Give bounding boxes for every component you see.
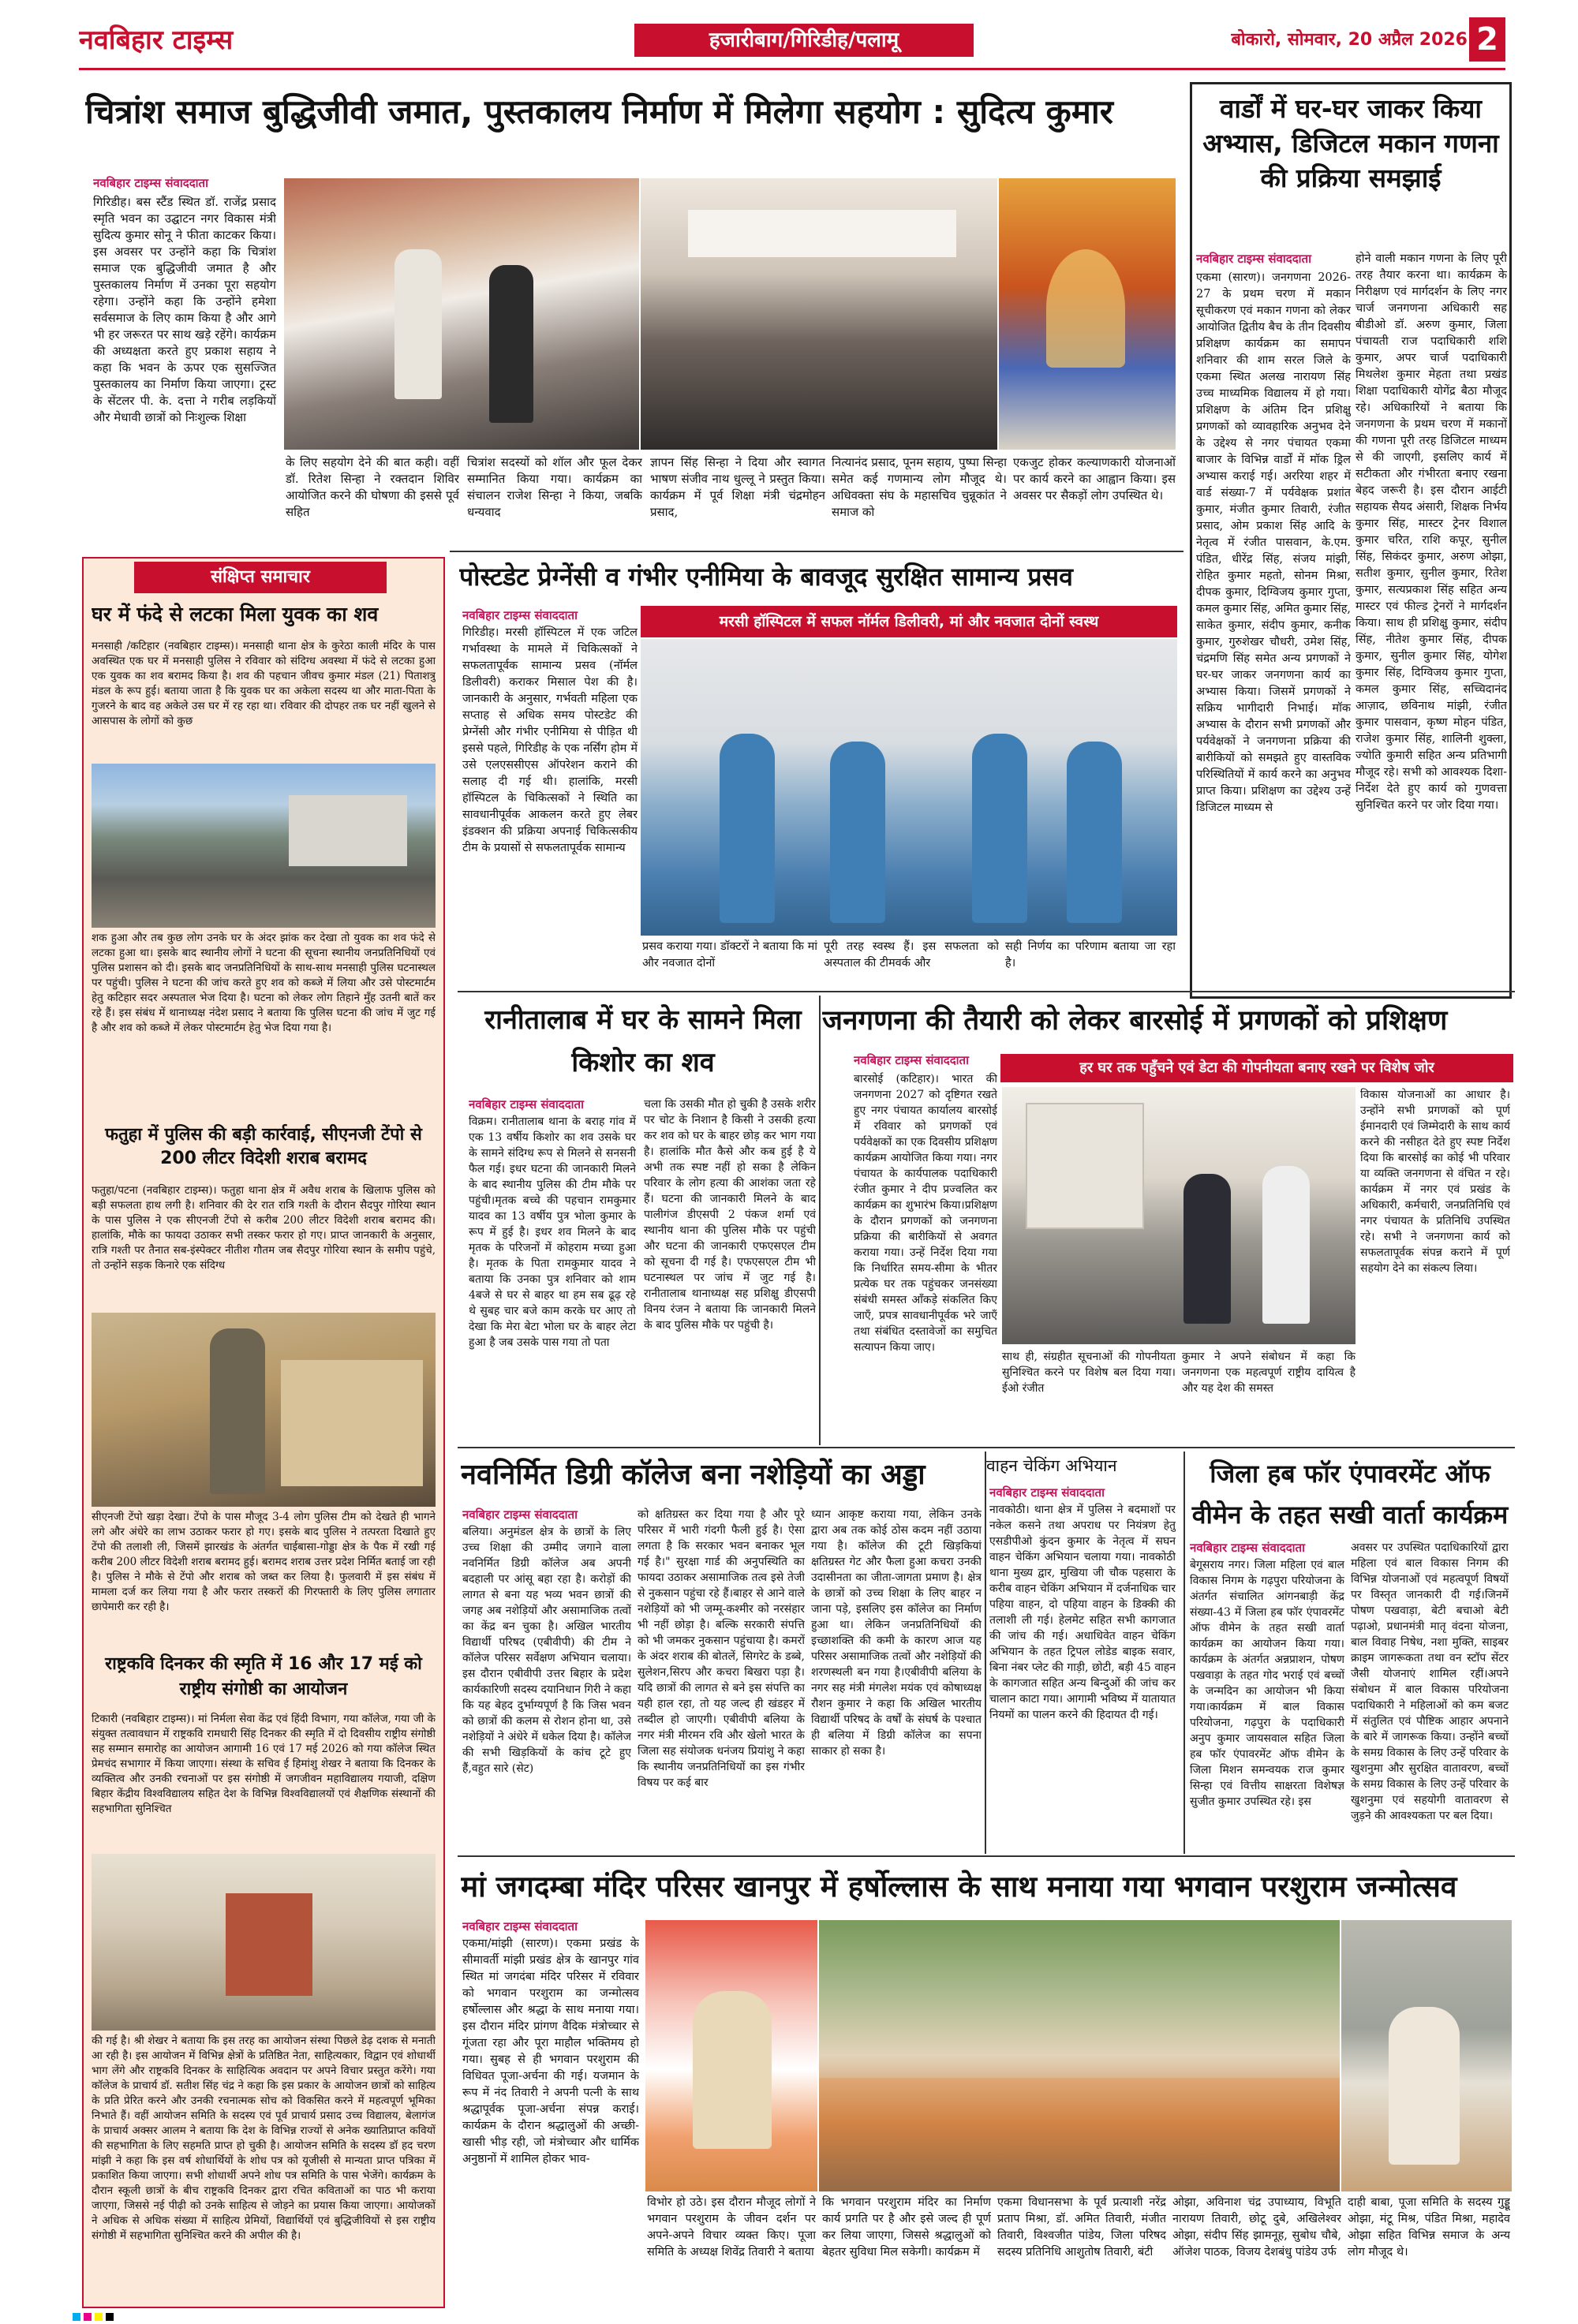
teen-body-col2: चला कि उसकी मौत हो चुकी है उसके शरीर पर चोट के निशान है किसी ने उसकी हत्या कर शव को घर के बाहर छोड़ कर भाग गया है। हालांकि मौत कैसे और कब हुई है ये अभी तक स्पष्ट नहीं हो सका है लेकिन परिवार के लोग हत्या की आशंका जता रहे हैं। घटना की जानकारी मिलने के बाद पालीगंज डीएसपी 2 पंकज शर्मा एवं स्थानीय थाना की पुलिस मौके पर पहुंची और घटना की जानकारी एफएसएल टीम को सूचना दी गई है। एफएसएल टीम भी घटनास्थल पर जांच में जुट गई है। रानीतालाब थानाध्यक्ष सह प्रशिक्षु डीएसपी विनय रंजन ने बताया कि जानकारी मिलने के बाद पुलिस मौके पर पहुंची है। — [644, 1098, 816, 1332]
college-byline: नवबिहार टाइम्स संवाददाता — [462, 1508, 578, 1522]
separator-chitransh-bottom — [450, 551, 1184, 552]
brief-liquor-body1: फतुहा/पटना (नवबिहार टाइम्स)। फतुहा थाना क्षेत्र में अवैध शराब के खिलाफ पुलिस को बड़ी सफलता हाथ लगी है। शनिवार की देर रात रात्रि गश्ती के दौरान सैदपुर गोरिया स्थान के पास पुलिस ने एक सीएनजी टेंपो से करीब 200 लीटर विदेशी शराब बरामद की। हालांकि, मौके का फायदा उठाकर सभी तस्कर फरार हो गए। प्राप्त जानकारी के अनुसार, रात्रि गश्ती पर तैनात सब-इंस्पेक्टर नीतीश गौतम जब सैदपुर गोरिया स्थान के समीप पहुंचे, तो उन्होंने सड़क किनारे एक संदिग्ध — [92, 1184, 436, 1272]
parshuram-body-col5: ओझा, अविनाश चंद्र उपाध्याय, विभूति नारायण तिवारी, छोटू दुबे, अखिलेश्वर ओझा, संदीप सिंह झामनूह, सुबोध चौबे, ऑजेश पाठक, विजय देशबंधु पांडेय उर्फ — [1172, 2196, 1341, 2259]
separator-college-bottom — [458, 1855, 1515, 1857]
parshuram-body-col6: दाही बाबा, पूजा समिति के सदस्य गुड्डू ओझा, मंटू मिश्र, पंडित मिश्रा, महादेव ओझा सहित विभिन्न समाज के अन्य लोग मौजूद थे। — [1348, 2196, 1510, 2259]
brief-dinkar-headline: राष्ट्रकवि दिनकर की स्मृति में 16 और 17 मई को राष्ट्रीय संगोष्ठी का आयोजन — [105, 1654, 422, 1699]
chitransh-body-col6: एकजुट होकर कल्याणकारी योजनाओं पर कार्य करने का आह्वान किया। इस अवसर पर सैकड़ों लोग उपस्थित थे। — [1013, 455, 1176, 503]
parshuram-body-col1: एकमा/मांझी (सारण)। एकमा प्रखंड के सीमावर्ती मांझी प्रखंड क्षेत्र के खानपुर गांव स्थित मां जगदंबा मंदिर परिसर में रविवार को भगवान परशुराम का जन्मोत्सव हर्षोल्लास और श्रद्धा के साथ मनाया गया। इस दौरान मंदिर प्रांगण वैदिक मंत्रोच्चार से गूंजता रहा और पूरा माहौल भक्तिमय हो गया। सुबह से ही भगवान परशुराम की विधिवत पूजा-अर्चना की गई। यजमान के रूप में नंद तिवारी ने अपनी पत्नी के साथ श्रद्धापूर्वक पूजा-अर्चना संपन्न कराई। कार्यक्रम के दौरान श्रद्धालुओं की अच्छी-खासी भीड़ रही, जो मंत्रोच्चार और धार्मिक अनुष्ठानों में शामिल होकर भाव- — [462, 1937, 639, 2165]
teen-byline: नवबिहार टाइम्स संवाददाता — [469, 1097, 584, 1112]
chitransh-body-col1: गिरिडीह। बस स्टैंड स्थित डॉ. राजेंद्र प्रसाद स्मृति भवन का उद्घाटन नगर विकास मंत्री सुदित्य कुमार सोनू ने फीता काटकर किया। इस अवसर पर उन्होंने कहा कि चित्रांश समाज एक बुद्धिजीवी जमात है और पुस्तकालय निर्माण में उनका पूरा सहयोग रहेगा। उन्होंने कहा कि उन्होंने हमेशा सर्वसमाज के लिए काम किया है और आगे भी हर जरूरत पर साथ खड़े रहेंगे। कार्यक्रम की अध्यक्षता करते हुए प्रकाश सहाय ने कहा कि भवन के ऊपर एक सुसज्जित पुस्तकालय का निर्माण किया जाएगा। ट्रस्ट के सेंटलर पी. के. दत्ता ने गरीब लड़कियों और मेधावी छात्रों को निःशुल्क शिक्षा — [93, 195, 276, 424]
parshuram-photo-idol — [645, 1920, 817, 2191]
delivery-body-col2: प्रसव कराया गया। डॉक्टरों ने बताया कि मां और नवजात दोनों — [642, 940, 817, 970]
delivery-body-col1: गिरिडीह। मरसी हॉस्पिटल में एक जटिल गर्भावस्था के मामले में चिकित्सकों ने सफलतापूर्वक सामान्य प्रसव (नॉर्मल डिलीवरी) कराकर मिसाल पेश की है। जानकारी के अनुसार, गर्भवती महिला एक सप्ताह से अधिक समय पोस्टडेट की प्रेग्नेंसी और गंभीर एनीमिया से पीड़ित थी इससे पहले, गिरिडीह के एक नर्सिंग होम में उसे एलएससीएस ऑपरेशन कराने की सलाह दी गई थी। हालांकि, मरसी हॉस्पिटल के चिकित्सकों ने स्थिति का सावधानीपूर्वक आकलन करते हुए लेबर इंडक्शन की प्रक्रिया अपनाई चिकित्सकीय टीम के प्रयासों से सफलतापूर्वक सामान्य — [462, 626, 638, 854]
header-rule — [79, 68, 1505, 70]
sakhi-body-col1: बेगूसराय नगर। जिला महिला एवं बाल विकास निगम के गढ़पुरा परियोजना के अंतर्गत संचालित आंगनबाड़ी केंद्र संख्या-43 में जिला हब फॉर एंपावरमेंट ऑफ वीमेन के तहत सखी वार्ता कार्यक्रम का आयोजन किया गया। कार्यक्रम के अंतर्गत अन्नप्राशन, पोषण पखवाड़ा के तहत गोद भराई एवं बच्चों के जन्मदिन का आयोजन भी किया गया।कार्यक्रम में बाल विकास परियोजना, गढ़पुरा के पदाधिकारी अनुप कुमार जायसवाल सहित जिला हब फॉर एंपावरमेंट ऑफ वीमेन के जिला मिशन समन्वयक राज कुमार सिन्हा एवं वित्तीय साक्षरता विशेषज्ञ सुजीत कुमार उपस्थित रहे। इस — [1190, 1559, 1344, 1808]
separator-teen-vertical — [819, 996, 821, 1445]
chitransh-body-col3: चित्रांश सदस्यों को शॉल और फूल देकर सम्मानित किया गया। कार्यक्रम का संचालन राजेश सिन्हा ने किया, जबकि धन्यवाद — [467, 455, 642, 519]
census-barsoi-body-col2: साथ ही, संग्रहीत सूचनाओं की गोपनीयता सुनिश्चित करने पर विशेष बल दिया गया।ईओ रंजीत — [1002, 1351, 1176, 1395]
census-barsoi-body-col1: बारसोई (कटिहार)। भारत की जनगणना 2027 को दृष्टिगत रखते हुए नगर पंचायत कार्यालय बारसोई में रविवार को प्रगणकों एवं पर्यवेक्षकों का एक दिवसीय प्रशिक्षण कार्यक्रम आयोजित किया गया। नगर पंचायत के कार्यपालक पदाधिकारी रंजीत कुमार ने दीप प्रज्वलित कर कार्यक्रम का शुभारंभ किया।प्रशिक्षण के दौरान प्रगणकों को जनगणना प्रक्रिया की बारीकियों से अवगत कराया गया। उन्हें निर्देश दिया गया कि निर्धारित समय-सीमा के भीतर प्रत्येक घर तक पहुंचकर जनसंख्या संबंधी समस्त आँकड़े संकलित किए जाएँ, प्रपत्र सावधानीपूर्वक भरे जाएँ तथा संबंधित दस्तावेजों का समुचित सत्यापन किया जाए। — [854, 1073, 997, 1354]
chitransh-headline: चित्रांश समाज बुद्धिजीवी जमात, पुस्तकालय निर्माण में मिलेगा सहयोग : सुदित्य कुमार — [85, 92, 1113, 131]
brief-dinkar-body2: की गई है। श्री शेखर ने बताया कि इस तरह का आयोजन संस्था पिछले डेढ़ दशक से मनाती आ रही है। इस आयोजन में विभिन्न क्षेत्रों के प्रतिष्ठित नेता, साहित्यकार, विद्वान एवं शोधार्थी भाग लेंगे और राष्ट्रकवि दिनकर के साहित्यिक अवदान पर अपने विचार प्रस्तुत करेंगे। गया कॉलेज के प्राचार्य डॉ. सतीश सिंह चंद्र ने कहा कि इस प्रकार के आयोजन छात्रों को साहित्य के प्रति प्रेरित करने और उनकी रचनात्मक सोच को विकसित करने में महत्वपूर्ण भूमिका निभाते हैं। वहीं आयोजन समिति के सदस्य एवं पूर्व प्राचार्य प्रसाद उच्च विद्यालय, बेलागंज के प्राचार्य अक्सर आलम ने बताया कि देश के विभिन्न राज्यों से अनेक ख्यातिप्राप्त कवियों की सहभागिता के लिए सहमति प्राप्त हो चुकी है। आयोजन समिति के सदस्य डॉ हद चरण मांझी ने कहा कि इस वर्ष शोधार्थियों के शोध पत्र को यूजीसी से मान्यता प्राप्त पत्रिका में प्रकाशित किया जाएगा। सभी शोधार्थी अपने शोध पत्र समिति के पास भेजेंगे। कार्यक्रम के दौरान स्कूली छात्रों के बीच राष्ट्रकवि दिनकर द्वारा रचित कविताओं का पाठ भी कराया जाएगा, जिससे नई पीढ़ी को उनके साहित्य से जोड़ने का प्रयास किया जाएगा। आयोजकों ने अधिक से अधिक संख्या में साहित्य प्रेमियों, विद्यार्थियों एवं बुद्धिजीवियों से इस राष्ट्रीय संगोष्ठी में सहभागिता सुनिश्चित करने की अपील की है। — [92, 2034, 436, 2242]
parshuram-byline: नवबिहार टाइम्स संवाददाता — [462, 1919, 578, 1934]
dateline: बोकारो, सोमवार, 20 अप्रैल 2026 — [1231, 30, 1468, 50]
chitransh-byline: नवबिहार टाइम्स संवाददाता — [93, 176, 208, 190]
vehicle-byline: नवबिहार टाइम्स संवाददाता — [989, 1485, 1105, 1500]
page-number: 2 — [1469, 17, 1505, 62]
separator-teen-bottom — [458, 1447, 1515, 1448]
page-header — [0, 0, 1578, 73]
delivery-photo — [641, 639, 1177, 936]
sakhi-body-col2: अवसर पर उपस्थित पदाधिकारियों द्वारा महिला एवं बाल विकास निगम की विभिन्न योजनाओं एवं महत्वपूर्ण विषयों पर विस्तृत जानकारी दी गई।जिनमें पोषण पखवाड़ा, बेटी बचाओ बेटी पढ़ाओ, प्रधानमंत्री मातृ वंदना योजना, बाल विवाह निषेध, नशा मुक्ति, साइबर क्राइम जागरूकता तथा वन स्टॉप सेंटर जैसी योजनाएं शामिल रहीं।अपने संबोधन में बाल विकास परियोजना पदाधिकारी ने महिलाओं को कम बजट में संतुलित एवं पौष्टिक आहार अपनाने के बारे में जागरूक किया। उन्होंने बच्चों के समग्र विकास के लिए उन्हें परिवार के खुशनुमा और सुरक्षित वातावरण, बच्चों के समग्र विकास के लिए उन्हें परिवार के खुशनुमा एवं सहयोगी वातावरण से जुड़ने की आवश्यकता पर बल दिया। — [1351, 1541, 1509, 1822]
college-body-col2: को क्षतिग्रस्त कर दिया गया है और पूरे परिसर में भारी गंदगी फैली हुई है। ऐसा लगता है कि सरकार भवन बनाकर भूल गई है।" सुरक्षा गार्ड की अनुपस्थिति का फायदा उठाकर असामाजिक तत्व इसे तेजी से नुकसान पहुंचा रहे हैं।बाहर से आने वाले नशेड़ियों को भी जम्मू-कश्मीर को नरसंहार भी नहीं छोड़ा है। बल्कि सरकारी संपत्ति को भी जमकर नुकसान पहुंचाया है। कमरों के अंदर शराब की बोतलें, सिगरेट के डब्बे, सुलेशन,सिरप और कचरा बिखरा पड़ा है। यदि छात्रों की लागत से बने इस संपत्ति का यही हाल रहा, तो यह जल्द ही खंडहर में तब्दील हो जाएगी। एबीवीपी बलिया के नगर मंत्री मीरमन रवि और खेलो भारत के जिला सह संयोजक धनंजय प्रियांशु ने कहा कि स्थानीय जनप्रतिनिधियों का इस गंभीर विषय पर कई बार — [638, 1508, 805, 1789]
parshuram-photo-crowd — [819, 1920, 1340, 2191]
sakhi-headline: जिला हब फॉर एंपावरमेंट ऑफ वीमेन के तहत सखी वार्ता कार्यक्रम — [1191, 1459, 1509, 1530]
brief-liquor-headline: फतुहा में पुलिस की बड़ी कार्रवाई, सीएनजी टेंपो से 200 लीटर विदेशी शराब बरामद — [105, 1125, 422, 1168]
census-barsoi-byline: नवबिहार टाइम्स संवाददाता — [854, 1053, 969, 1067]
masthead: नवबिहार टाइम्स — [79, 24, 234, 56]
college-body-col1: बलिया। अनुमंडल क्षेत्र के छात्रों के लिए उच्च शिक्षा की उम्मीद जगाने वाला नवनिर्मित डिग्री कॉलेज अब अपनी बदहाली पर आंसू बहा रहा है। करोड़ों की लागत से बना यह भव्य भवन छात्रों की जगह अब नशेड़ियों और असामाजिक तत्वों का केंद्र बन चुका है। अखिल भारतीय विद्यार्थी परिषद (एबीवीपी) की टीम ने कॉलेज परिसर सर्वेक्षण अभियान चलाया। इस दौरान एबीवीपी उत्तर बिहार के प्रदेश कार्यकारिणी सदस्य दयानिधान गिरी ने कहा कि यह बेहद दुर्भाग्यपूर्ण है कि जिस भवन को छात्रों की कलम से रोशन होना था, उसे नशेड़ियों ने अंधेरे में धकेल दिया है। कॉलेज की सभी खिड़कियों के कांच टूटे हुए हैं,वहुत सारे (सेट) — [462, 1526, 631, 1775]
chitransh-photo-audience — [641, 178, 997, 450]
parshuram-body-col2: विभोर हो उठे। इस दौरान मौजूद लोगों ने भगवान परशुराम के जीवन दर्शन पर अपने-अपने विचार व्यक्त किए। पूजा समिति के अध्यक्ष शिवेंद्र तिवारी ने बताया — [647, 2196, 816, 2259]
census-barsoi-subhead: हर घर तक पहुँचने एवं डेटा की गोपनीयता बनाए रखने पर विशेष जोर — [1000, 1054, 1513, 1082]
vehicle-body: नावकोठी। थाना क्षेत्र में पुलिस ने बदमाशों पर नकेल कसने तथा अपराध पर नियंत्रण हेतु एसडीपीओ कुंदन कुमार के नेतृत्व में सघन वाहन चेकिंग अभियान चलाया गया। नावकोठी थाना मुख्य द्वार, मुखिया जी चौक पहसारा के करीब वाहन चेकिंग अभियान में दर्जनाधिक चार पहिया वाहन, दो पहिया वाहन के डिक्की की तलाशी ली गई। हेलमेट सहित सभी कागजात की जांच की गई। अधाधिवेत वाहन चेकिंग अभियान के तहत ट्रिपल लोडेड बाइक सवार, बिना नंबर प्लेट की गाड़ी, छोटी, बड़ी 45 वाहन के कागजात सहित अन्य बिन्दुओं की जांच कर चालान काटा गया। आगामी भविष्य में यातायात नियमों का पालन करने की हिदायत दी गई। — [989, 1504, 1176, 1721]
census-ekma-body-col2: होने वाली मकान गणना के लिए पूरी तरह तैयार करना था। कार्यक्रम के निरीक्षण एवं मार्गदर्शन के लिए नगर चार्ज जनगणना अधिकारी सह बीडीओ डॉ. अरुण कुमार, जिला पंचायती राज पदाधिकारी शशि कुमार, अपर चार्ज पदाधिकारी मिथलेश कुमार मेहता तथा प्रखंड शिक्षा पदाधिकारी योगेंद्र बैठा मौजूद रहे। अधिकारियों ने बताया कि जनगणना के प्रथम चरण में मकानों की गणना पूरी तरह डिजिटल माध्यम से की जाएगी, इसलिए कार्य में सटीकता और गंभीरता बनाए रखना बेहद जरूरी है। इस दौरान आईटी सहायक सैयद अंसारी, शिक्षक निर्भय कुमार सिंह, मास्टर ट्रेनर विशाल कुमार चरित, राशि कपूर, सुनील सिंह, सिकंदर कुमार, अरुण ओझा, सतीश कुमार, सुनील कुमार, रितेश कुमार, सत्यप्रकाश सिंह सहित अन्य मास्टर एवं फील्ड ट्रेनरों ने मार्गदर्शन किया। साथ ही प्रशिक्षु कुमार, संदीप सिंह, नीतेश कुमार सिंह, दीपक कुमार, सुनील कुमार सिंह, योगेश कुमार सिंह, दिग्विजय कुमार गुप्ता, कमल कुमार सिंह, सच्चिदानंद आज़ाद, छविनाथ मांझी, रंजीत कुमार पासवान, कृष्ण मोहन पंडित, राजेश कुमार सिंह, शालिनी शुक्ला, ज्योति कुमारी सहित अन्य प्रतिभागी मौजूद रहे। सभी को आवश्यक दिशा-निर्देश देते हुए कार्य को गुणवत्ता सुनिश्चित करने पर जोर दिया गया। — [1356, 252, 1507, 812]
edition-label: हजारीबाग/गिरिडीह/पलामू — [634, 24, 974, 57]
college-headline: नवनिर्मित डिग्री कॉलेज बना नशेड़ियों का अड्डा — [461, 1459, 925, 1491]
separator-sakhi-vertical — [1184, 1452, 1185, 1854]
brief-dinkar-photo — [92, 1854, 436, 2031]
separator-vehicle-vertical — [985, 1452, 986, 1854]
brief-suicide-headline: घर में फंदे से लटका मिला युवक का शव — [92, 603, 379, 626]
chitransh-photo-portrait — [999, 178, 1176, 450]
delivery-body-col4: सही निर्णय का परिणाम बताया जा रहा है। — [1005, 940, 1176, 970]
brief-suicide-body1: मनसाही /कटिहार (नवबिहार टाइम्स)। मनसाही थाना क्षेत्र के कुरेठा काली मंदिर के पास अवस्थित एक घर में मनसाही पुलिस ने रविवार को संदिग्ध अवस्था में फंदे से लटका हुआ एक युवक का शव बरामद किया है। शव की पहचान जीवच कुमार मंडल (21) पिताशत्रु मंडल के रूप हुई। बताया जाता है कि युवक घर का अकेला सदस्य था और माता-पिता के गुजरने के बाद वह अकेले उस घर में रह रहा था। रविवार की दोपहर तक घर नहीं खुलने से आसपास के लोगों को कुछ — [92, 640, 436, 727]
census-ekma-body-col1: एकमा (सारण)। जनगणना 2026-27 के प्रथम चरण में मकान सूचीकरण एवं मकान गणना को लेकर आयोजित द्वितीय बैच के तीन दिवसीय प्रशिक्षण कार्यक्रम का समापन शनिवार की शाम सरल जिले के एकमा स्थित अलख नारायण सिंह उच्च माध्यमिक विद्यालय में हो गया। प्रशिक्षण के अंतिम दिन प्रशिक्षु प्रगणकों को व्यावहारिक अनुभव देने के उद्देश्य से नगर पंचायत एकमा बाजार के विभिन्न वार्डों में मॉक ड्रिल अभ्यास कराई गई। अररिया शहर में वार्ड संख्या-7 में पर्यवेक्षक प्रशांत कुमार, मंजीत कुमार तिवारी, रंजीत प्रसाद, ओम प्रकाश सिंह आदि के नेतृत्व में रंजीत पासवान, के.एम. पंडित, धीरेंद्र सिंह, संजय मांझी, रोहित कुमार महतो, सोनम मिश्रा, दीपक कुमार, दिग्विजय कुमार गुप्ता, कमल कुमार सिंह, अमित कुमार सिंह, साकेत कुमार, संदीप कुमार, कनीक कुमार, गुरुशेखर चौधरी, उमेश सिंह, चंद्रमणि सिंह समेत अन्य प्रगणकों ने घर-घर जाकर जनगणना कार्य का अभ्यास किया। जिसमें प्रगणकों ने सक्रिय भागीदारी निभाई। मॉक अभ्यास के दौरान सभी प्रगणकों और पर्यवेक्षकों ने जनगणना प्रक्रिया की बारीकियों को समझते हुए वास्तविक परिस्थितियों में कार्य करने का अनुभव प्राप्त किया। प्रशिक्षण का उद्देश्य उन्हें डिजिटल माध्यम से — [1196, 271, 1351, 814]
brief-suicide-body2: शक हुआ और तब कुछ लोग उनके घर के अंदर झांक कर देखा तो युवक का शव फंदे से लटका हुआ था। इसके बाद स्थानीय लोगों ने घटना की सूचना स्थानीय जनप्रतिनिधियों एवं पुलिस प्रशासन को दी। इसके बाद जनप्रतिनिधियों के साथ-साथ मनसाही पुलिस घटनास्थल पर पहुंची। पुलिस ने घटना की जांच करते हुए शव को कब्जे में लिया और उसे पोस्टमार्टम हेतु कटिहार सदर अस्पताल भेज दिया है। घटना को लेकर लोग तिहाने मुँह उतनी बातें कर रहे हैं। इस संबंध में थानाध्यक्ष नंदेश प्रसाद ने बताया कि पुलिस घटना की जांच में जुट गई है और शव को कब्जे में लेकर पोस्टमार्टम हेतु भेज दिया गया है। — [92, 932, 436, 1034]
brief-liquor-body2: सीएनजी टेंपो खड़ा देखा। टेंपो के पास मौजूद 3-4 लोग पुलिस टीम को देखते ही भागने लगे और अंधेरे का लाभ उठाकर फरार हो गए। इसके बाद पुलिस ने तत्परता दिखाते हुए टेंपो की तलाशी ली, जिसमें झारखंड के अंतर्गत चाईबासा-गोड्डा क्षेत्र के पैक में रखी गई करीब 200 लीटर विदेशी शराब बरामद हुई। बरामद शराब उत्तर प्रदेश निर्मित बताई जा रही है। पुलिस ने मौके से टेंपो और शराब को जब्त कर लिया है। फुलवारी में इस संबंध में मामला दर्ज कर लिया गया है और फरार तस्करों की गिरफ्तारी के लिए पुलिस लगातार छापेमारी कर रही है। — [92, 1511, 436, 1613]
census-barsoi-body-col4: विकास योजनाओं का आधार है। उन्होंने सभी प्रगणकों को पूर्ण ईमानदारी एवं जिम्मेदारी के साथ कार्य करने की नसीहत देते हुए स्पष्ट निर्देश दिया कि बारसोई का कोई भी परिवार या व्यक्ति जनगणना से वंचित न रहे।कार्यक्रम में नगर एवं प्रखंड के अधिकारी, कर्मचारी, जनप्रतिनिधि एवं नगर पंचायत के प्रतिनिधि उपस्थित रहे। सभी ने जनगणना कार्य को सफलतापूर्वक संपन्न कराने में पूर्ण सहयोग देने का संकल्प लिया। — [1360, 1089, 1510, 1275]
brief-dinkar-body1: टिकारी (नवबिहार टाइम्स)। मां निर्मला सेवा केंद्र एवं हिंदी विभाग, गया कॉलेज, गया जी के संयुक्त तत्वावधान में राष्ट्रकवि रामधारी सिंह दिनकर की स्मृति में दो दिवसीय राष्ट्रीय संगोष्ठी सह सम्मान समारोह का आयोजन आगामी 16 एवं 17 मई 2026 को गया कॉलेज स्थित प्रेमचंद सभागार में किया जाएगा। संस्था के सचिव ई हिमांशु शेखर ने बताया कि दिनकर के व्यक्तित्व और उनकी रचनाओं पर इस संगोष्ठी में जगजीवन महाविद्यालय गयाजी, दक्षिण बिहार केंद्रीय विश्वविद्यालय सहित देश के विभिन्न विश्वविद्यालयों एवं शैक्षणिक संस्थानों की सहभागिता सुनिश्चित — [92, 1713, 436, 1815]
brief-liquor-photo — [92, 1313, 436, 1507]
teen-body-col1: विक्रम। रानीतालाब थाना के बराह गांव में एक 13 वर्षीय किशोर का शव उसके घर के सामने संदिग्ध रूप से मिलने से सनसनी फैल गई। इधर घटना की जानकारी मिलने के बाद स्थानीय पुलिस की टीम मौके पर पहुंची।मृतक बच्चे की पहचान रामकुमार यादव का 13 वर्षीय पुत्र भोला कुमार के रूप में हुई है। इधर शव मिलने के बाद मृतक के परिजनों में कोहराम मच्या हुआ है। मृतक के पिता रामकुमार यादव ने बताया कि उनका पुत्र शनिवार को शाम 4बजे से घर से बाहर था हम सब ढूढ़ रहे थे सुबह चार बजे काम करके घर आए तो देखा कि मेरा बेटा भोला घर के बाहर लेटा हुआ है जब उसके पास गया तो पता — [469, 1115, 636, 1349]
chitransh-body-col5: नित्यानंद प्रसाद, पूनम सहाय, पुष्पा सिन्हा समेत कई गणमान्य लोग मौजूद थे। अधिवक्ता संघ के महासचिव चुन्नूकांत ने समाज को — [832, 455, 1007, 519]
delivery-photo-banner: मरसी हॉस्पिटल में सफल नॉर्मल डिलीवरी, मां और नवजात दोनों स्वस्थ — [641, 606, 1177, 637]
parshuram-body-col3: कि भगवान परशुराम मंदिर का निर्माण कार्य प्रगति पर है और इसे जल्द ही पूर्ण कर लिया जाएगा, जिससे श्रद्धालुओं को बेहतर सुविधा मिल सकेगी। कार्यक्रम में — [822, 2196, 991, 2259]
census-ekma-headline: वार्डों में घर-घर जाकर किया अभ्यास, डिजिटल मकान गणना की प्रक्रिया समझाई — [1202, 93, 1499, 193]
separator-delivery-bottom — [458, 991, 1515, 992]
college-body-col3: ध्यान आकृष्ट कराया गया, लेकिन उनके द्वारा अब तक कोई ठोस कदम नहीं उठाया गया है। कॉलेज की टूटी खिड़कियां क्षतिग्रस्त गेट और फैला हुआ कचरा उनकी उदासीनता का जीता-जागता प्रमाण है। क्षेत्र के छात्रों को उच्च शिक्षा के लिए बाहर न जाना पड़े, इसलिए इस कॉलेज का निर्माण हुआ था। लेकिन जनप्रतिनिधियों की इच्छाशक्ति की कमी के कारण आज यह परिसर असामाजिक तत्वों और नशेड़ियों की शरणस्थली बन गया है।एबीवीपी बलिया के नगर सह मंत्री मंगलेश मयंक एवं कोषाध्यक्ष रौशन कुमार ने कहा कि अखिल भारतीय विद्यार्थी परिषद के वर्षों के संघर्ष के पश्चात ही बलिया में डिग्री कॉलेज का सपना साकार हो सका है। — [811, 1508, 982, 1758]
parshuram-headline: मां जगदम्बा मंदिर परिसर खानपुर में हर्षोल्लास के साथ मनाया गया भगवान परशुराम जन्मोत्सव — [461, 1870, 1457, 1904]
delivery-byline: नवबिहार टाइम्स संवाददाता — [462, 608, 578, 622]
chitransh-photo-ceremony — [284, 178, 639, 450]
brief-suicide-photo — [92, 764, 436, 928]
census-ekma-byline: नवबिहार टाइम्स संवाददाता — [1196, 252, 1311, 266]
parshuram-body-col4: एकमा विधानसभा के पूर्व प्रत्याशी नरेंद्र प्रताप मिश्रा, डॉ. अमित तिवारी, मंजीत तिवारी, विश्वजीत पांडेय, जिला परिषद सदस्य प्रतिनिधि आशुतोष तिवारी, बंटी — [997, 2196, 1166, 2259]
parshuram-photo-priest — [1341, 1920, 1512, 2191]
delivery-body-col3: पूरी तरह स्वस्थ हैं। इस सफलता को अस्पताल की टीमवर्क और — [824, 940, 999, 970]
color-registration-bar — [73, 2313, 215, 2321]
vehicle-section-label: वाहन चेकिंग अभियान — [986, 1456, 1117, 1475]
teen-headline: रानीतालाब में घर के सामने मिला किशोर का शव — [484, 1004, 802, 1078]
census-barsoi-headline: जनगणना की तैयारी को लेकर बारसोई में प्रगणकों को प्रशिक्षण — [822, 1005, 1448, 1037]
delivery-headline: पोस्टडेट प्रेग्नेंसी व गंभीर एनीमिया के बावजूद सुरक्षित सामान्य प्रसव — [459, 562, 1073, 592]
chitransh-body-col4: ज्ञापन सिंह सिन्हा ने दिया और स्वागत भाषण संजीव नाथ धुल्लू ने प्रस्तुत किया। कार्यक्रम में पूर्व शिक्षा मंत्री चंद्रमोहन प्रसाद, — [650, 455, 825, 519]
sakhi-byline: नवबिहार टाइम्स संवाददाता — [1190, 1541, 1305, 1555]
census-barsoi-body-col3: कुमार ने अपने संबोधन में कहा कि जनगणना एक महत्वपूर्ण राष्ट्रीय दायित्व है और यह देश की समस्त — [1182, 1351, 1356, 1395]
briefs-section-title: संक्षिप्त समाचार — [134, 562, 387, 593]
census-barsoi-photo — [1002, 1087, 1356, 1344]
chitransh-body-col2: के लिए सहयोग देने की बात कही। वहीं डॉ. रितेश सिन्हा ने रक्तदान शिविर आयोजित करने की घोषणा की इससे पूर्व सहित — [286, 455, 459, 519]
